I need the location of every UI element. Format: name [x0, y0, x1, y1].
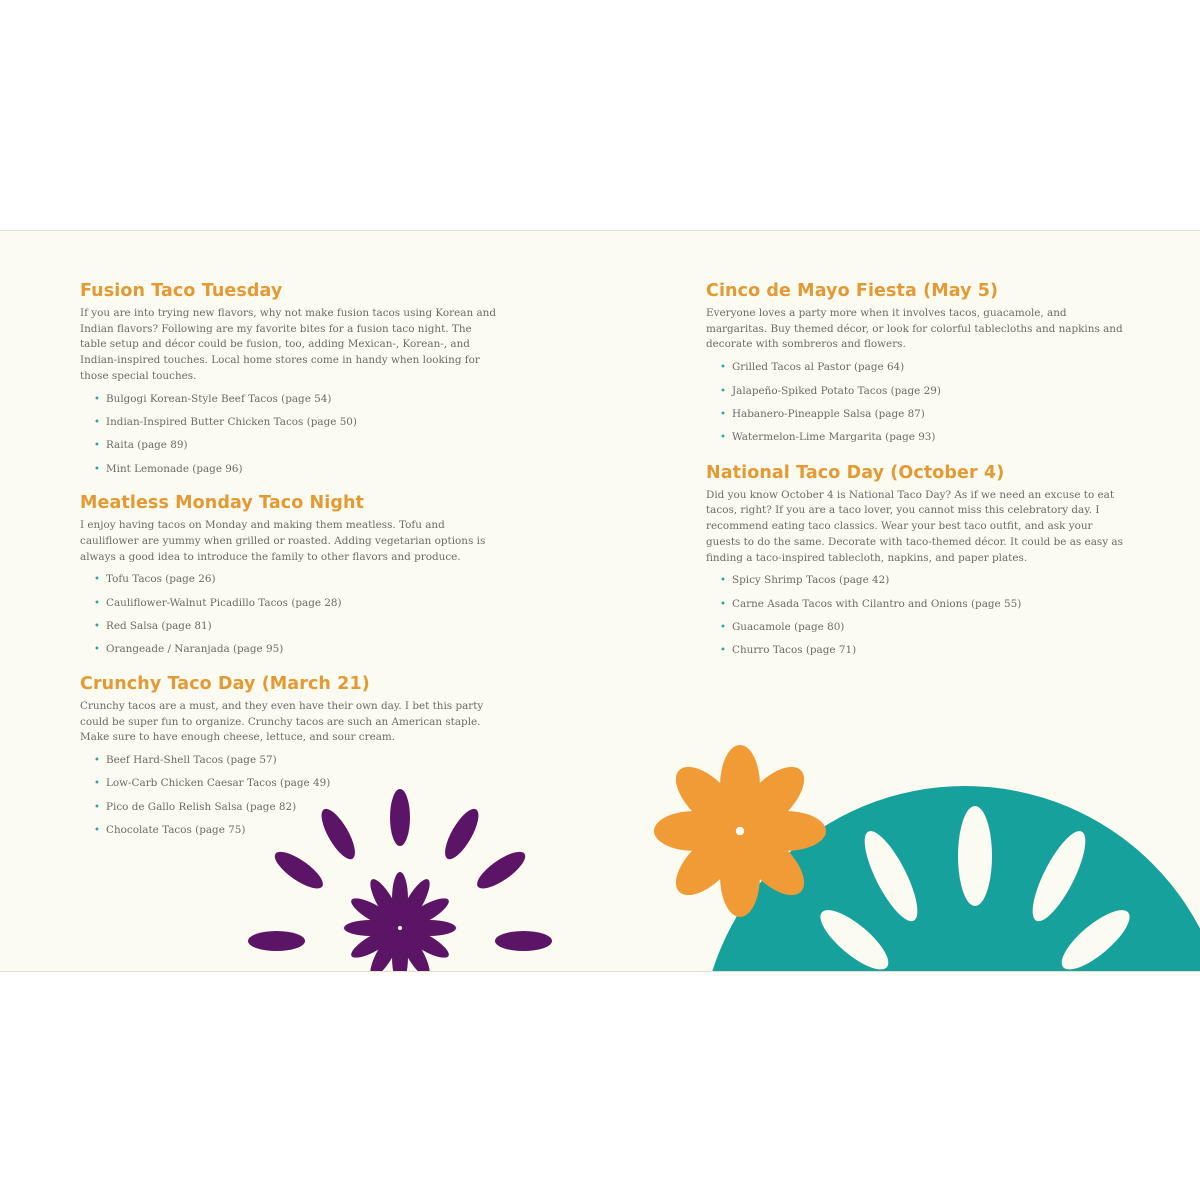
recipe-link-text: Raita (page 89) [106, 439, 188, 452]
recipe-list-item [94, 796, 500, 819]
recipe-list-item [94, 819, 500, 842]
recipe-link-text: Grilled Tacos al Pastor (page 64) [732, 361, 905, 374]
recipe-link-text: Beef Hard-Shell Tacos (page 57) [106, 753, 277, 766]
section-title: Meatless Monday Taco Night [80, 493, 365, 514]
recipe-list-item [94, 772, 500, 795]
section-intro: If you are into trying new flavors, why not make fusion tacos using Korean and Indian flavors? Following are my favorite bites for a fusion taco night. The table setup and décor could be fusion, too, adding Mexican-, Korean-, and Indian-inspired touches. Local home stores come in handy when looking for those special touches. [80, 307, 496, 382]
section-title: Fusion Taco Tuesday [80, 281, 283, 301]
cream-petal-shape [958, 806, 992, 906]
recipe-list-item [720, 593, 1126, 616]
recipe-link-text: Churro Tacos (page 71) [732, 644, 857, 657]
recipe-list-item [94, 749, 500, 772]
recipe-link-text: Low-Carb Chicken Caesar Tacos (page 49) [106, 777, 331, 790]
purple-flower-graphic [344, 872, 456, 971]
recipe-list-item [720, 616, 1126, 639]
bullet-icon: • [94, 440, 100, 452]
recipe-list-item [720, 356, 1126, 379]
recipe-link-text: Cauliflower-Walnut Picadillo Tacos (page 28) [106, 596, 342, 609]
bullet-icon: • [720, 645, 726, 657]
section-title: Cinco de Mayo Fiesta (May 5) [706, 281, 999, 301]
section-fusion-taco-tuesday [80, 281, 500, 481]
section-intro: Did you know October 4 is National Taco Day? As if we need an excuse to eat tacos, right? If you are a taco lover, you cannot miss this celebratory day. I recommend eating taco classics. Wear your best taco outfit, and ask your guests to do the same. Decorate with taco-themed décor. It could be as easy as finding a taco-inspired tablecloth, napkins, and paper plates. [706, 488, 1123, 564]
section-crunchy-taco-day [80, 674, 500, 843]
bullet-icon: • [720, 575, 726, 587]
recipe-list-item [94, 615, 500, 638]
recipe-list-item [720, 569, 1126, 592]
orange-flower-graphic [654, 745, 826, 917]
recipe-list [80, 388, 500, 482]
bullet-icon: • [94, 644, 100, 656]
recipe-list-item [94, 568, 500, 591]
recipe-link-text: Chocolate Tacos (page 75) [106, 824, 246, 837]
recipe-link-text: Red Salsa (page 81) [106, 620, 212, 633]
recipe-list-item [94, 638, 500, 661]
recipe-list [706, 356, 1126, 450]
recipe-link-text: Mint Lemonade (page 96) [106, 462, 243, 475]
recipe-list-item [94, 592, 500, 615]
bullet-icon: • [94, 463, 100, 475]
section-national-taco-day [706, 463, 1126, 663]
bullet-icon: • [720, 598, 726, 610]
bullet-icon: • [94, 825, 100, 837]
recipe-link-text: Bulgogi Korean-Style Beef Tacos (page 54) [106, 392, 332, 405]
recipe-link-text: Tofu Tacos (page 26) [106, 573, 216, 586]
bullet-icon: • [94, 393, 100, 405]
recipe-link-text: Spicy Shrimp Tacos (page 42) [732, 574, 890, 587]
bullet-icon: • [94, 778, 100, 790]
bullet-icon: • [94, 621, 100, 633]
section-intro: I enjoy having tacos on Monday and making them meatless. Tofu and cauliflower are yummy when grilled or roasted. Adding vegetarian options is always a good idea to introduce the family to other flavors and produce. [80, 519, 486, 563]
bullet-icon: • [720, 622, 726, 634]
recipe-list [80, 568, 500, 662]
bullet-icon: • [720, 385, 726, 397]
right-page [706, 281, 1126, 676]
book-spread [0, 230, 1200, 972]
recipe-link-text: Jalapeño-Spiked Potato Tacos (page 29) [732, 384, 941, 397]
recipe-list [80, 749, 500, 843]
purple-ray-shape [495, 931, 552, 951]
section-intro: Everyone loves a party more when it involves tacos, guacamole, and margaritas. Buy themed décor, or look for colorful tablecloths and napkins and decorate with sombreros and flowers. [706, 307, 1123, 351]
bullet-icon: • [720, 432, 726, 444]
section-intro: Crunchy tacos are a must, and they even have their own day. I bet this party could be super fun to organize. Crunchy tacos are such an American staple. Make sure to have enough cheese, lettuce, and sour cream. [80, 699, 484, 744]
recipe-list-item [94, 388, 500, 411]
section-meatless-monday [80, 493, 500, 662]
recipe-list-item [720, 403, 1126, 426]
recipe-link-text: Guacamole (page 80) [732, 621, 845, 634]
recipe-list-item [720, 380, 1126, 403]
recipe-list-item [94, 411, 500, 434]
recipe-link-text: Watermelon-Lime Margarita (page 93) [732, 431, 936, 444]
bullet-icon: • [720, 362, 726, 374]
recipe-list-item [720, 639, 1126, 662]
bullet-icon: • [94, 597, 100, 609]
bullet-icon: • [94, 754, 100, 766]
bullet-icon: • [94, 416, 100, 428]
recipe-list-item [720, 426, 1126, 449]
recipe-list-item [94, 434, 500, 457]
recipe-link-text: Carne Asada Tacos with Cilantro and Onions (page 55) [732, 597, 1022, 610]
left-page [80, 281, 500, 855]
recipe-link-text: Pico de Gallo Relish Salsa (page 82) [106, 800, 297, 813]
recipe-list [706, 569, 1126, 663]
recipe-link-text: Orangeade / Naranjada (page 95) [106, 643, 284, 656]
purple-ray-shape [248, 931, 305, 951]
section-title: National Taco Day (October 4) [706, 462, 1005, 483]
section-cinco-de-mayo [706, 281, 1126, 450]
recipe-list-item [94, 458, 500, 481]
bullet-icon: • [94, 801, 100, 813]
bullet-icon: • [94, 574, 100, 586]
recipe-link-text: Indian-Inspired Butter Chicken Tacos (page 50) [106, 415, 357, 428]
section-title: Crunchy Taco Day (March 21) [80, 673, 370, 694]
recipe-link-text: Habanero-Pineapple Salsa (page 87) [732, 407, 925, 420]
bullet-icon: • [720, 408, 726, 420]
